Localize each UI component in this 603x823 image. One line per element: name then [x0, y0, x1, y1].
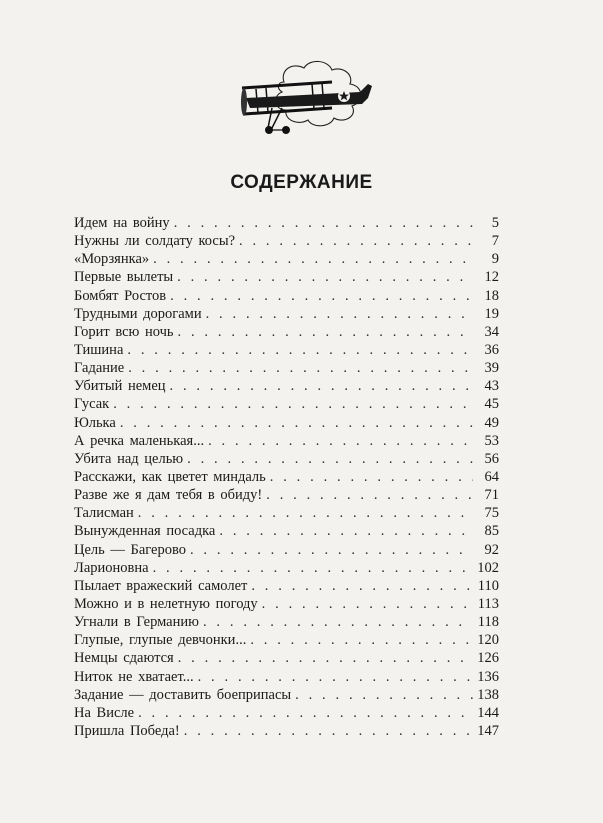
toc-entry-page: 19 — [484, 305, 499, 322]
toc-entry-title: Цель — Багерово — [74, 541, 186, 558]
toc-entry-page: 53 — [484, 432, 499, 449]
dot-leader — [153, 559, 473, 577]
toc-entry — [74, 359, 499, 377]
toc-entry-title: Разве же я дам тебя в обиду! — [74, 487, 263, 504]
toc-entry — [74, 522, 499, 540]
toc-entry-title: Задание — доставить боеприпасы — [74, 686, 292, 703]
toc-entry-page: 39 — [484, 360, 499, 377]
dot-leader — [184, 722, 473, 740]
toc-entry — [74, 541, 499, 559]
toc-entry-title: Пришла Победа! — [74, 722, 180, 739]
toc-entry-title: Горит всю ночь — [74, 323, 174, 340]
toc-entry-title: Ниток не хватает... — [74, 668, 194, 685]
dot-leader — [208, 432, 473, 450]
dot-leader — [177, 268, 473, 286]
toc-entry-page: 110 — [477, 577, 499, 594]
dot-leader — [251, 577, 473, 595]
toc-entry-page: 102 — [477, 559, 499, 576]
dot-leader — [113, 395, 473, 413]
toc-entry — [74, 450, 499, 468]
toc-entry-page: 120 — [477, 632, 499, 649]
toc-entry-title: Убитый немец — [74, 378, 166, 395]
toc-entry-page: 126 — [477, 650, 499, 667]
toc-entry — [74, 395, 499, 413]
toc-entry — [74, 232, 499, 250]
toc-entry-title: Расскажи, как цветет миндаль — [74, 468, 266, 485]
toc-entry — [74, 341, 499, 359]
toc-entry — [74, 414, 499, 432]
toc-entry — [74, 504, 499, 522]
toc-entry-title: Нужны ли солдату косы? — [74, 233, 236, 250]
dot-leader — [153, 250, 473, 268]
toc-entry-page: 12 — [484, 269, 499, 286]
toc-entry-page: 18 — [484, 287, 499, 304]
dot-leader — [203, 613, 473, 631]
dot-leader — [198, 668, 473, 686]
toc-entry-page: 71 — [484, 487, 499, 504]
toc-entry-title: Талисман — [74, 505, 134, 522]
dot-leader — [127, 341, 473, 359]
page-title: СОДЕРЖАНИЕ — [230, 172, 373, 193]
toc-entry — [74, 468, 499, 486]
dot-leader — [190, 541, 473, 559]
dot-leader — [138, 704, 473, 722]
dot-leader — [170, 377, 473, 395]
toc-entry-title: А речка маленькая... — [74, 432, 205, 449]
toc-entry-page: 45 — [484, 396, 499, 413]
toc-entry-page: 34 — [484, 323, 499, 340]
dot-leader — [178, 649, 473, 667]
dot-leader — [170, 287, 473, 305]
toc-entry-page: 5 — [491, 215, 499, 231]
toc-entry-page: 43 — [484, 378, 499, 395]
toc-entry — [74, 287, 499, 305]
toc-entry — [74, 432, 499, 450]
toc-entry-page: 147 — [477, 722, 499, 739]
toc-entry-page: 75 — [484, 505, 499, 522]
toc-entry-page: 92 — [484, 541, 499, 558]
dot-leader — [120, 414, 473, 432]
toc-entry — [74, 559, 499, 577]
dot-leader — [250, 631, 473, 649]
toc-entry — [74, 377, 499, 395]
toc-entry — [74, 486, 499, 504]
toc-entry — [74, 323, 499, 341]
toc-entry — [74, 577, 499, 595]
dot-leader — [262, 595, 473, 613]
toc-entry-page: 64 — [484, 468, 499, 485]
dot-leader — [239, 232, 473, 250]
dot-leader — [266, 486, 473, 504]
toc-entry — [74, 268, 499, 286]
toc-entry-title: Глупые, глупые девчонки... — [74, 632, 247, 649]
dot-leader — [270, 468, 473, 486]
toc-entry — [74, 214, 499, 232]
toc-entry-title: Гадание — [74, 360, 125, 377]
toc-entry-title: Идем на войну — [74, 215, 170, 231]
dot-leader — [187, 450, 473, 468]
toc-entry — [74, 613, 499, 631]
toc-entry-title: Трудными дорогами — [74, 305, 202, 322]
dot-leader — [178, 323, 473, 341]
dot-leader — [295, 686, 473, 704]
toc-entry-page: 113 — [477, 595, 499, 612]
toc-entry-page: 138 — [477, 686, 499, 703]
table-of-contents — [74, 214, 499, 740]
toc-entry-page: 136 — [477, 668, 499, 685]
toc-entry-page: 56 — [484, 450, 499, 467]
toc-entry-page: 7 — [491, 233, 499, 250]
toc-entry — [74, 704, 499, 722]
toc-entry-title: Угнали в Германию — [74, 614, 199, 631]
dot-leader — [138, 504, 473, 522]
toc-entry-page: 36 — [484, 341, 499, 358]
toc-entry-title: Пылает вражеский самолет — [74, 577, 248, 594]
toc-entry-page: 9 — [491, 251, 499, 268]
toc-entry-page: 49 — [484, 414, 499, 431]
toc-entry-page: 85 — [484, 523, 499, 540]
toc-entry-title: Ларионовна — [74, 559, 149, 576]
toc-entry-page: 144 — [477, 704, 499, 721]
toc-entry-page: 118 — [477, 614, 499, 631]
dot-leader — [174, 214, 473, 232]
toc-entry — [74, 595, 499, 613]
toc-entry — [74, 686, 499, 704]
toc-entry-title: На Висле — [74, 704, 135, 721]
toc-entry-title: Бомбят Ростов — [74, 287, 167, 304]
biplane-illustration — [232, 58, 380, 150]
dot-leader — [206, 305, 473, 323]
dot-leader — [219, 522, 473, 540]
toc-entry-title: Вынужденная посадка — [74, 523, 216, 540]
toc-entry-title: Убита над целью — [74, 450, 184, 467]
toc-entry-title: Первые вылеты — [74, 269, 174, 286]
toc-entry — [74, 631, 499, 649]
toc-entry — [74, 305, 499, 323]
toc-entry — [74, 250, 499, 268]
toc-entry-title: Гусак — [74, 396, 110, 413]
toc-entry — [74, 649, 499, 667]
toc-entry-title: Юлька — [74, 414, 116, 431]
dot-leader — [128, 359, 473, 377]
toc-entry-title: Можно и в нелетную погоду — [74, 595, 258, 612]
toc-entry-title: Тишина — [74, 341, 124, 358]
toc-entry-title: «Морзянка» — [74, 251, 150, 268]
toc-entry-title: Немцы сдаются — [74, 650, 174, 667]
toc-entry — [74, 722, 499, 740]
toc-entry — [74, 668, 499, 686]
